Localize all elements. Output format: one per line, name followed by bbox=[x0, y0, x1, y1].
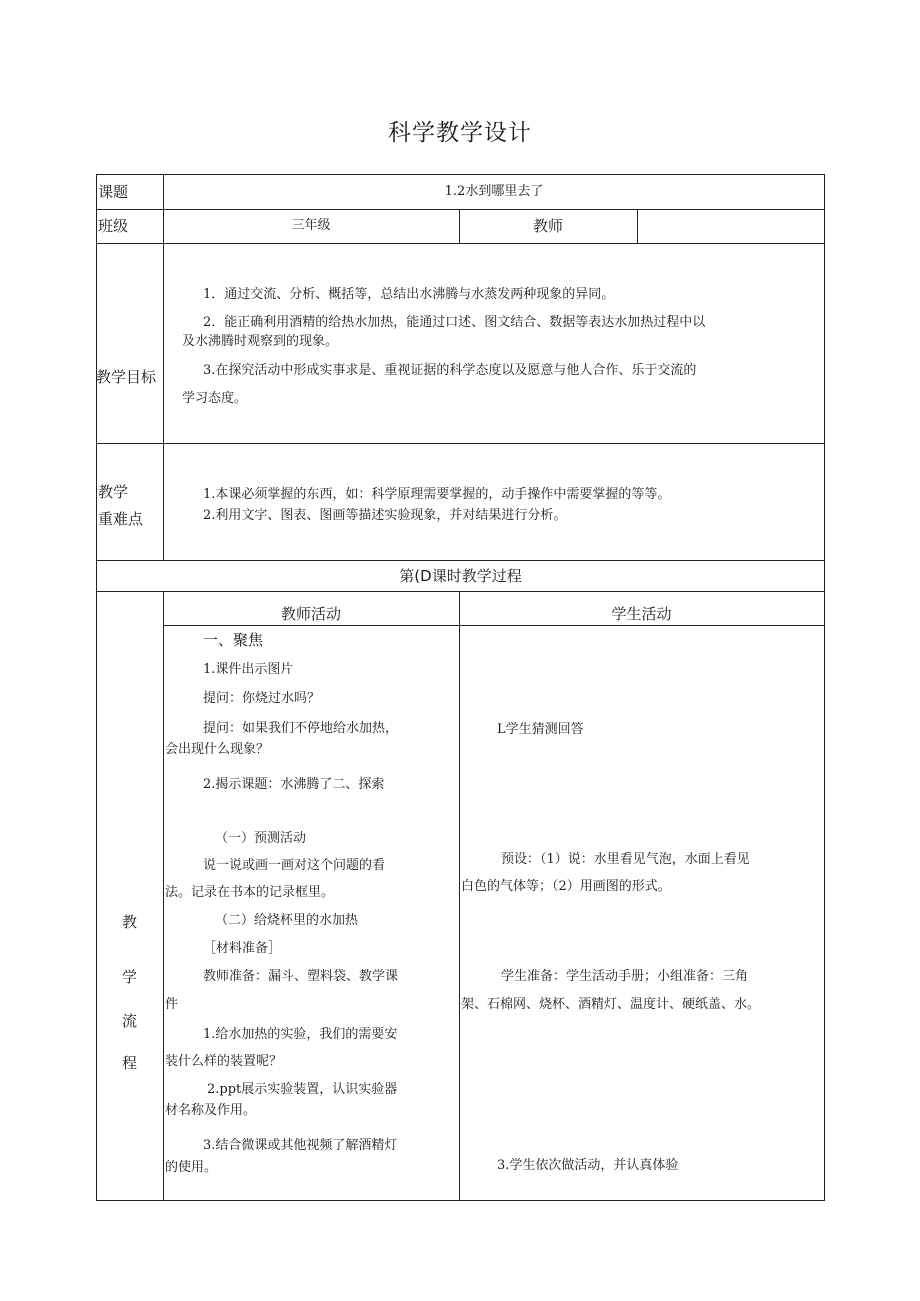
process-side-label: 学 bbox=[121, 968, 137, 986]
objective-item: 学习态度。 bbox=[182, 391, 248, 406]
teacher-label: 教师 bbox=[532, 217, 563, 235]
keypoints-label: 教学 bbox=[98, 483, 129, 501]
student-activity-line: L学生猜测回答 bbox=[497, 722, 584, 737]
teacher-activity-line: 1.给水加热的实验，我们的需要安 bbox=[203, 1027, 398, 1042]
class-label: 班级 bbox=[98, 217, 129, 235]
teacher-activity-line: 教师准备：漏斗、塑料袋、教学课 bbox=[203, 969, 399, 984]
teacher-activity-line: 2.揭示课题：水沸腾了二、探索 bbox=[203, 777, 385, 792]
teacher-activity-line: 提问：你烧过水吗？ bbox=[203, 691, 321, 706]
process-side-label: 流 bbox=[121, 1012, 137, 1030]
process-side-label: 教 bbox=[121, 913, 137, 931]
teacher-activity-line: 提问：如果我们不停地给水加热， bbox=[203, 721, 399, 736]
objective-item: 3.在探究活动中形成实事求是、重视证据的科学态度以及愿意与他人合作、乐于交流的 bbox=[203, 363, 697, 378]
student-activity-line: 架、石棉网、烧杯、酒精灯、温度计、硬纸盖、水。 bbox=[461, 997, 761, 1012]
process-side-label: 程 bbox=[121, 1054, 137, 1072]
teacher-activity-line: 件 bbox=[165, 997, 179, 1012]
student-activity-header: 学生活动 bbox=[611, 605, 672, 623]
topic-value: 1.2水到哪里去了 bbox=[444, 184, 544, 199]
teacher-activity-line: （一）预测活动 bbox=[215, 831, 307, 846]
topic-label: 课题 bbox=[98, 183, 129, 201]
keypoint-item: 1.本课必须掌握的东西，如：科学原理需要掌握的，动手操作中需要掌握的等等。 bbox=[203, 487, 671, 502]
teacher-activity-line: 材名称及作用。 bbox=[165, 1103, 257, 1118]
objective-item: 2．能正确利用酒精的给热水加热，能通过口述、图文结合、数据等表达水加热过程中以 bbox=[203, 315, 706, 330]
teacher-activity-line: 说一说或画一画对这个问题的看 bbox=[203, 858, 386, 873]
objectives-label: 教学目标 bbox=[96, 368, 157, 386]
teacher-activity-line: 1.课件出示图片 bbox=[203, 662, 294, 677]
teacher-activity-line: 3.结合微课或其他视频了解酒精灯 bbox=[203, 1138, 398, 1153]
teacher-activity-line: 的使用。 bbox=[165, 1160, 218, 1175]
process-heading: 第(D课时教学过程 bbox=[399, 567, 522, 585]
teacher-activity-line: 2.ppt展示实验装置，认识实验器 bbox=[207, 1082, 398, 1097]
page-title: 科学教学设计 bbox=[388, 120, 532, 146]
teacher-activity-line: 一、聚焦 bbox=[203, 631, 264, 649]
student-activity-line: 学生准备：学生活动手册；小组准备：三角 bbox=[501, 969, 749, 984]
objective-item: 1．通过交流、分析、概括等，总结出水沸腾与水蒸发两种现象的异同。 bbox=[203, 287, 615, 302]
teacher-activity-line: ［材料准备］ bbox=[203, 941, 282, 956]
student-activity-line: 3.学生依次做活动，并认真体验 bbox=[497, 1158, 679, 1173]
teacher-activity-line: 装什么样的装置呢？ bbox=[165, 1054, 283, 1069]
teacher-activity-header: 教师活动 bbox=[280, 605, 341, 623]
keypoint-item: 2.利用文字、图表、图画等描述实验现象，并对结果进行分析。 bbox=[203, 508, 567, 523]
teacher-activity-line: 法。记录在书本的记录框里。 bbox=[165, 885, 335, 900]
teacher-activity-line: （二）给烧杯里的水加热 bbox=[215, 913, 359, 928]
student-activity-line: 预设：（1）说：水里看见气泡，水面上看见 bbox=[501, 852, 750, 867]
class-value: 三年级 bbox=[291, 218, 331, 233]
keypoints-label: 重难点 bbox=[98, 510, 144, 528]
student-activity-line: 白色的气体等；（2）用画图的形式。 bbox=[461, 879, 671, 894]
objective-item: 及水沸腾时观察到的现象。 bbox=[182, 334, 339, 349]
teacher-activity-line: 会出现什么现象？ bbox=[165, 742, 270, 757]
